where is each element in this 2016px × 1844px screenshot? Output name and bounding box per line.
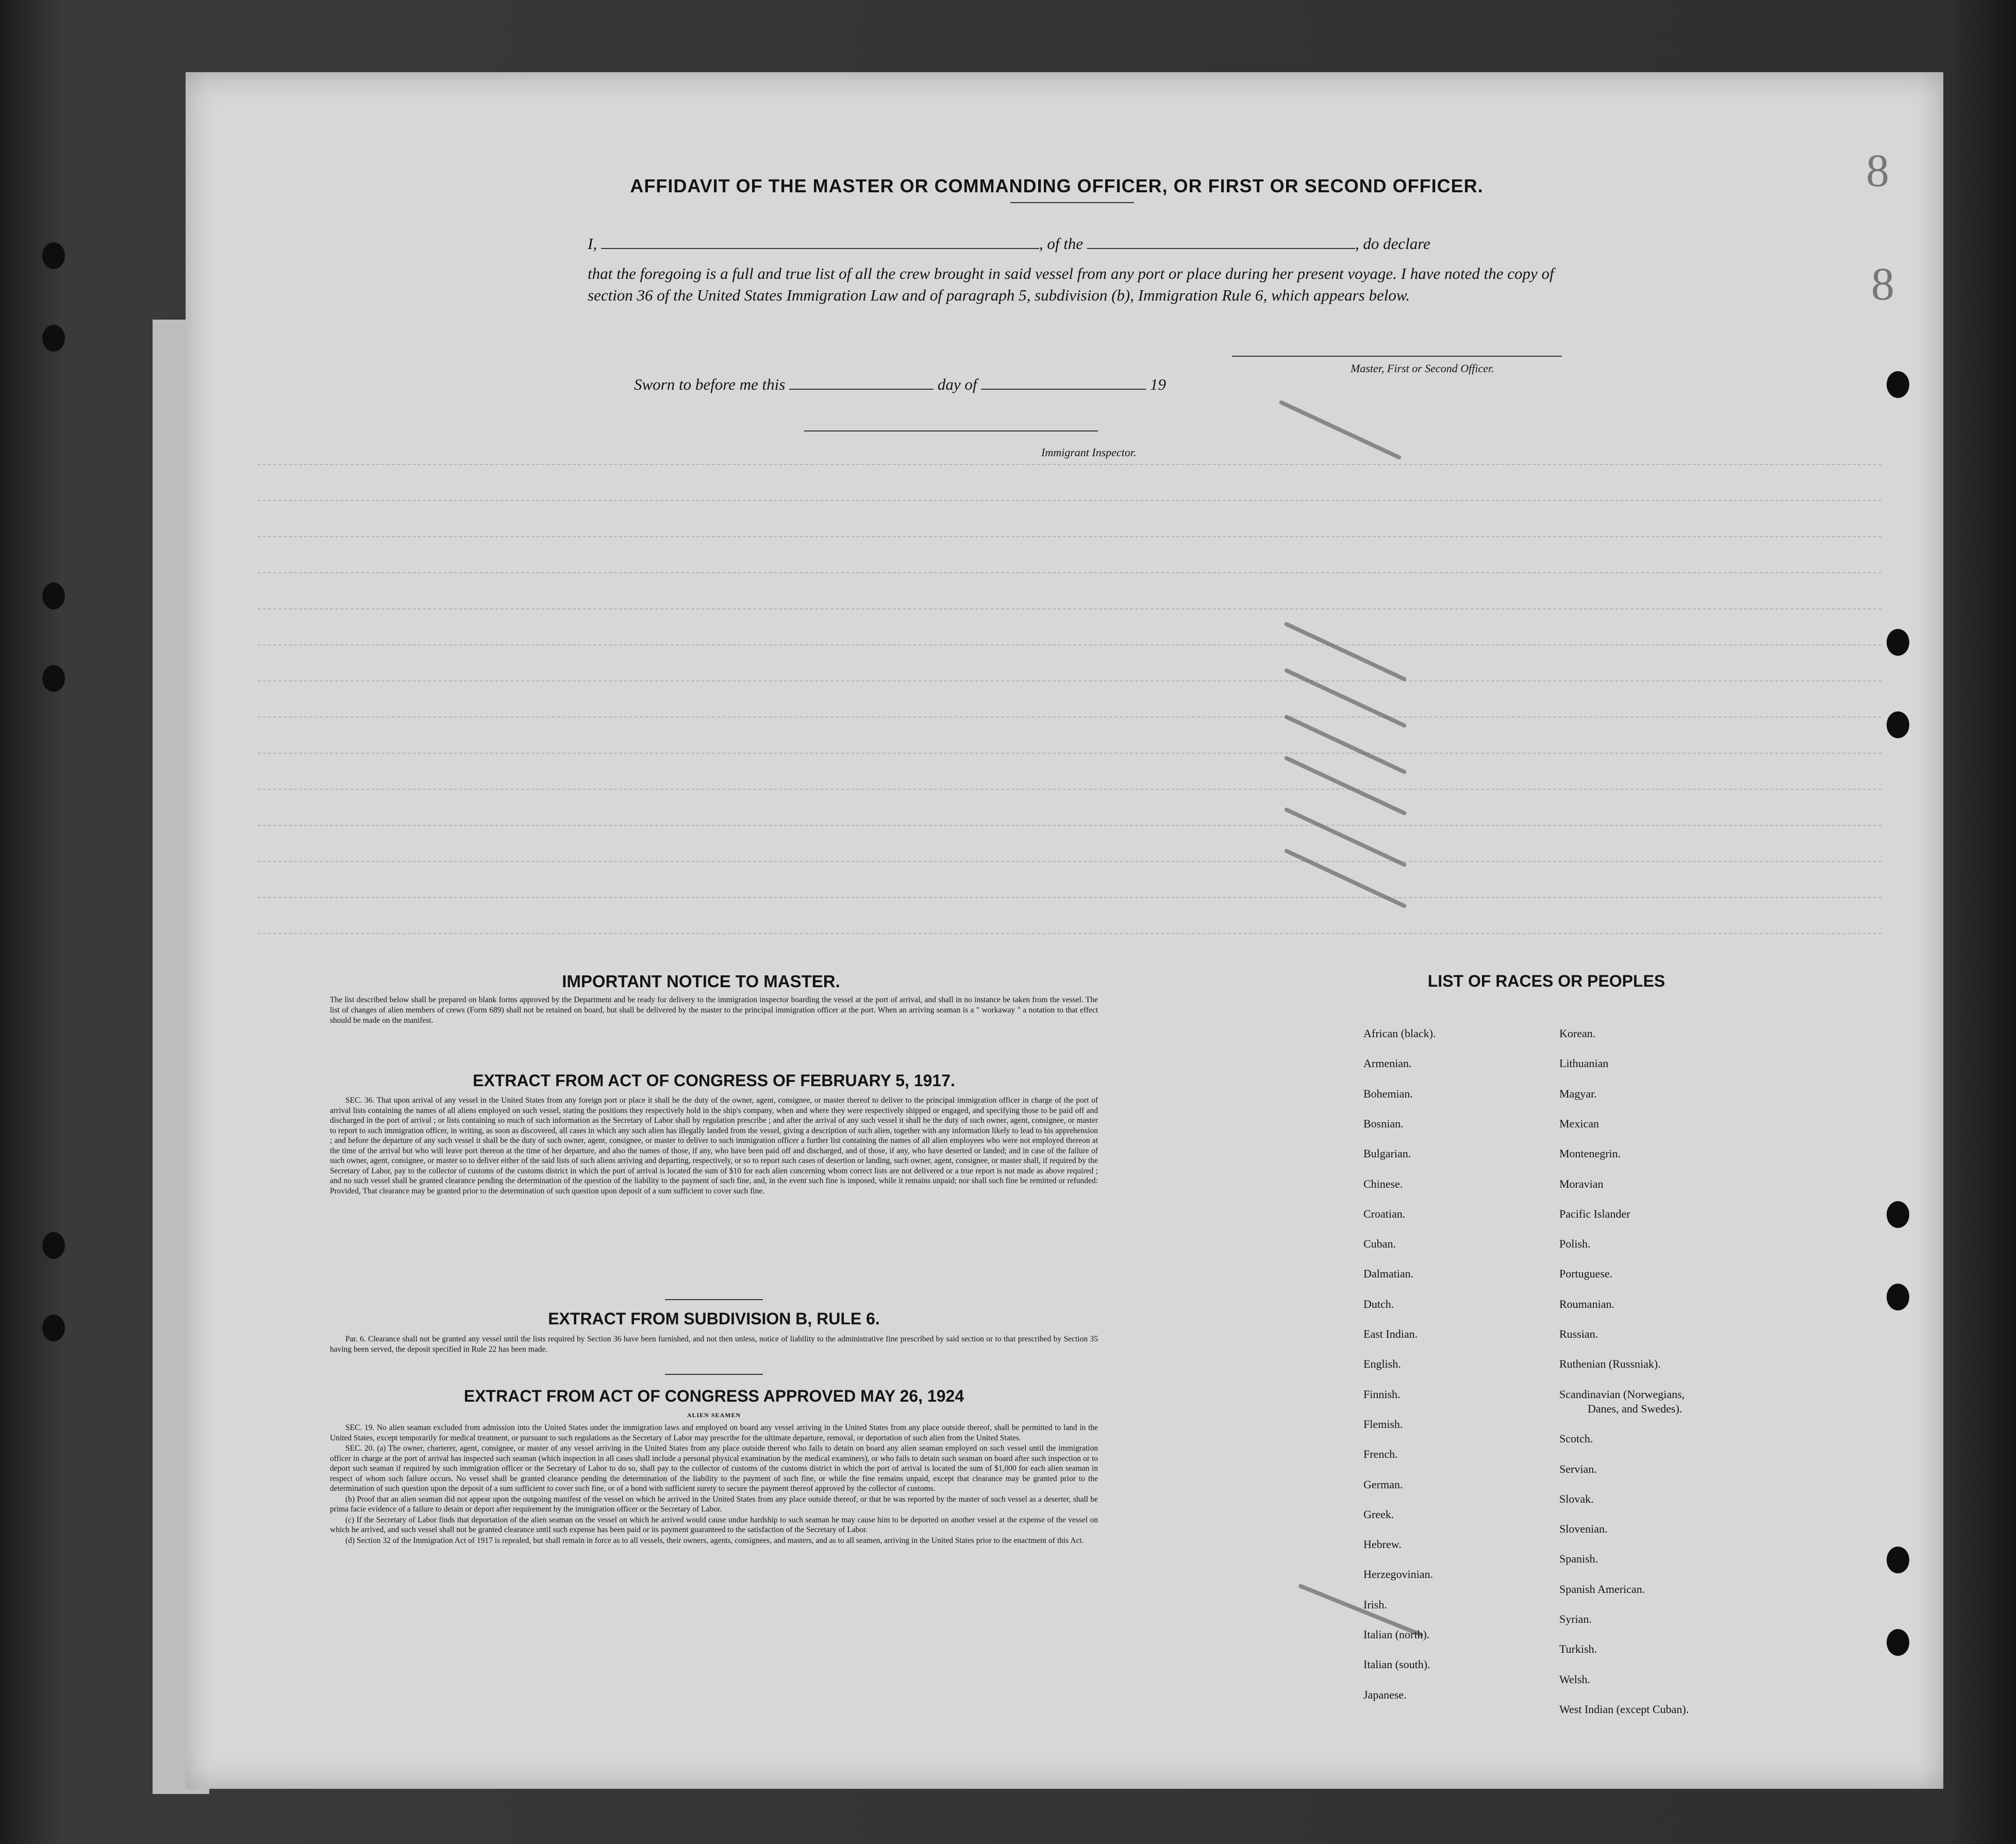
race-item: Bulgarian. [1363, 1147, 1411, 1160]
sworn-month-field[interactable] [981, 375, 1146, 390]
race-item: Portuguese. [1559, 1267, 1613, 1281]
race-item: Armenian. [1363, 1057, 1412, 1070]
alien-seamen-subhead: ALIEN SEAMEN [687, 1411, 741, 1419]
races-title: LIST OF RACES OR PEOPLES [1427, 972, 1665, 990]
race-item: Bohemian. [1363, 1087, 1413, 1100]
extract-1917-title: EXTRACT FROM ACT OF CONGRESS OF FEBRUARY 5, 1917. [473, 1071, 955, 1090]
punch-hole [1887, 1547, 1909, 1573]
sec-19-text: SEC. 19. No alien seaman excluded from admission into the United States under the immigration laws and employed on board any vessel arriving in the United States from any place outside thereof, shall be permitted to land in the United States, except temporarily for medical treatment, or pursuant to such regulations as the Secretary of Labor may prescribe for the ultimate departure, removal, or deportation of such alien from the United States. [330, 1423, 1098, 1442]
race-item: Servian. [1559, 1462, 1597, 1475]
race-item: Roumanian. [1559, 1297, 1614, 1310]
race-item: Pacific Islander [1559, 1207, 1630, 1220]
affidavit-paragraph: that the foregoing is a full and true list of all the crew brought in said vessel from any port or place during her present voyage. I have noted the copy of section 36 of the United States Immigration Law and of paragraph 5, subdivision (b), Immigration Rule 6, which appears below. [588, 264, 1554, 304]
bleed-through-row [258, 897, 1881, 913]
punch-hole [42, 325, 65, 352]
inspector-signature-field[interactable] [804, 430, 1098, 431]
section-36-text: SEC. 36. That upon arrival of any vessel in the United States from any foreign port or place it shall be the duty of the owner, agent, consignee, or master thereof to deliver to the principal immigration officer in charge of the port of arrival lists containing the names of all aliens employed on such vessel, stating the positions they respectively hold in the ship's company, when and where they were respectively shipped or engaged, and specifying those to be paid off and discharged in the port of arrival ; or lists containing so much of such information as the Secretary of Labor shall by regulation prescribe ; and after the arrival of any such vessel it shall be the duty of such owner, agent, consignee, or master to report to such immigration officer, in writing, as soon as discovered, all cases in which any such alien has illegally landed from the vessel, giving a description of such alien, together with any information likely to lead to his apprehension ; and before the departure of any such vessel it shall be the duty of such owner, agent, consignee, or master to deliver to such immigration officer a further list containing the names of all alien employees who were not employed thereon at the time of the arrival but who will leave port thereon at the time of her departure, and also the names of those, if any, who have been paid off and discharged, and of those, if any, who have deserted or landed; and in case of the failure of such owner, agent, consignee, or master so to deliver either of the said lists of such aliens arriving and departing, respectively, or so to report such cases of desertion or landing, such owner, agent, consignee, or master shall, if required by the Secretary of Labor, pay to the collector of customs of the customs district in which the port of arrival is located the sum of $10 for each alien concerning whom correct lists are not delivered or a true report is not made as above required ; and no such vessel shall be granted clearance pending the determination of the question of the liability to the payment of such fine, and, in the event such fine is imposed, while it remains unpaid; nor shall such fine be remitted or refunded: Provided, That clearance may be granted prior to the determination of such question upon deposit of a sum sufficient to cover such fine. [330, 1096, 1098, 1195]
race-item: Slovenian. [1559, 1522, 1608, 1536]
punch-hole [1887, 371, 1909, 398]
race-item: Turkish. [1559, 1642, 1597, 1656]
bleed-through-row [258, 933, 1881, 950]
do-declare-text: , do declare [1355, 235, 1430, 253]
race-item: Greek. [1363, 1507, 1394, 1521]
title-rule [1010, 202, 1134, 203]
bleed-through-row [258, 536, 1881, 553]
race-item: Montenegrin. [1559, 1147, 1621, 1160]
race-item: West Indian (except Cuban). [1559, 1702, 1689, 1716]
vessel-name-field[interactable] [1087, 235, 1355, 249]
race-item: African (black). [1363, 1027, 1436, 1040]
race-item: Lithuanian [1559, 1057, 1609, 1070]
punch-hole [42, 242, 65, 269]
punch-hole [42, 583, 65, 609]
sworn-day-of: day of [937, 375, 977, 393]
race-item: Ruthenian (Russniak). [1559, 1357, 1661, 1371]
extract-1924-title: EXTRACT FROM ACT OF CONGRESS APPROVED MAY 26, 1924 [463, 1387, 964, 1405]
punch-hole [42, 1232, 65, 1259]
declarant-prefix: I, [588, 235, 597, 253]
race-item: Korean. [1559, 1027, 1596, 1040]
race-item: Russian. [1559, 1327, 1598, 1340]
sec-20d-text: (d) Section 32 of the Immigration Act of 1917 is repealed, but shall remain in force as to all vessels, their owners, agents, consignees, and masters, and as to all seamen, arriving in the United States prior to the enactment of this Act. [345, 1536, 1084, 1545]
race-item: Italian (north). [1363, 1628, 1430, 1641]
race-item: Japanese. [1363, 1688, 1407, 1701]
race-item: German. [1363, 1477, 1403, 1491]
race-item: Bosnian. [1363, 1117, 1404, 1130]
sec-20c-text: (c) If the Secretary of Labor finds that deportation of the alien seaman on the vessel on which he arrived would cause undue hardship to such seaman he may cause him to be deported on another vessel at the expense of the vessel on which he arrived, and such vessel shall not be granted clearance until such expense has been paid or its payment guaranteed to the satisfaction of the Secretary of Labor. [330, 1515, 1098, 1534]
race-item: Croatian. [1363, 1207, 1406, 1220]
extract-1924-body [330, 1423, 1098, 1546]
bleed-through-row [258, 789, 1881, 805]
extract-1917-body [330, 1095, 1098, 1197]
handwritten-mark: 8 [1866, 145, 1889, 196]
punch-hole [1887, 629, 1909, 656]
sworn-day-field[interactable] [789, 375, 934, 390]
section-rule [665, 1374, 763, 1375]
race-item: Magyar. [1559, 1087, 1597, 1100]
race-item: Moravian [1559, 1177, 1604, 1190]
race-item: Scotch. [1559, 1432, 1593, 1446]
sworn-year: 19 [1149, 375, 1166, 393]
bleed-through-row [258, 680, 1881, 697]
race-item: Chinese. [1363, 1177, 1403, 1190]
bleed-through-row [258, 500, 1881, 517]
signature-field[interactable] [1232, 356, 1562, 357]
punch-hole [1887, 1201, 1909, 1228]
race-item: Mexican [1559, 1117, 1599, 1130]
race-item: Herzegovinian. [1363, 1568, 1433, 1581]
bleed-through-row [258, 644, 1881, 661]
bleed-through-row [258, 861, 1881, 877]
punch-hole [1887, 711, 1909, 738]
sec-20a-text: SEC. 20. (a) The owner, charterer, agent, consignee, or master of any vessel arriving in the United States from any place outside thereof who fails to detain on board any alien seaman employed on such vessel until the immigration officer in charge at the port of arrival has inspected such seaman (which inspection in all cases shall include a personal physical examination by the medical examiners), or who fails to detain such seaman on board after such inspection or to deport such seaman if required by such immigration officer or the Secretary of Labor to do so, shall pay to the collector of customs of the customs district in which the port of arrival is located the sum of $1,000 for each alien seaman in respect of whom such failure occurs. No vessel shall be granted clearance pending the determination of the liability to the payment of such fine, or while the fine remains unpaid, except that clearance may be granted prior to the determination of such question upon the deposit of a sum sufficient to cover such fine, or of a bond with sufficient surety to secure the payment thereof approved by the collector of customs. [330, 1444, 1098, 1493]
sec-20b-text: (b) Proof that an alien seaman did not appear upon the outgoing manifest of the vessel on which he arrived in the United States from any place outside thereof, or that he was reported by the master of such vessel as a deserter, shall be prima facie evidence of a failure to detain or deport after requirement by the immigration officer or the Secretary of Labor. [330, 1494, 1098, 1514]
race-item: Irish. [1363, 1598, 1387, 1611]
handwritten-mark: 8 [1871, 259, 1894, 310]
extract-rule6-title: EXTRACT FROM SUBDIVISION B, RULE 6. [548, 1309, 880, 1328]
race-item: Spanish. [1559, 1552, 1598, 1566]
race-item: East Indian. [1363, 1327, 1418, 1340]
punch-hole [42, 1315, 65, 1341]
bleed-through-row [258, 464, 1881, 480]
race-item: Danes, and Swedes). [1588, 1402, 1682, 1415]
race-item: French. [1363, 1448, 1398, 1461]
extract-rule6-body [330, 1334, 1098, 1355]
punch-hole [42, 665, 65, 692]
race-item: Dalmatian. [1363, 1267, 1414, 1281]
inspector-label: Immigrant Inspector. [1041, 446, 1137, 459]
par-6-text: Par. 6. Clearance shall not be granted any vessel until the lists required by Section 36 have been furnished, and not then unless, notice of liability to the administrative fine prescribed by said section or to that prescribed by Section 35 having been served, the deposit specified in Rule 22 has been made. [330, 1335, 1098, 1354]
notice-title: IMPORTANT NOTICE TO MASTER. [562, 972, 840, 991]
punch-hole [1887, 1629, 1909, 1656]
race-item: Spanish American. [1559, 1582, 1645, 1596]
race-item: Italian (south). [1363, 1658, 1430, 1671]
race-item: Finnish. [1363, 1387, 1401, 1401]
of-the-text: , of the [1039, 235, 1084, 253]
section-rule [665, 1299, 763, 1300]
race-item: Hebrew. [1363, 1538, 1402, 1551]
bleed-through-row [258, 825, 1881, 841]
race-item: Scandinavian (Norwegians, [1559, 1387, 1685, 1401]
signature-label: Master, First or Second Officer. [1351, 362, 1494, 375]
race-item: Polish. [1559, 1237, 1591, 1251]
punch-hole [1887, 1284, 1909, 1310]
race-item: Flemish. [1363, 1417, 1403, 1431]
declarant-name-field[interactable] [601, 235, 1039, 249]
bleed-through-row [258, 717, 1881, 733]
affidavit-title: AFFIDAVIT OF THE MASTER OR COMMANDING OFFICER, OR FIRST OR SECOND OFFICER. [630, 175, 1484, 196]
sworn-prefix: Sworn to before me this [634, 375, 786, 393]
race-item: Dutch. [1363, 1297, 1394, 1310]
race-item: English. [1363, 1357, 1401, 1371]
race-item: Slovak. [1559, 1492, 1594, 1505]
notice-body: The list described below shall be prepared on blank forms approved by the Department and be ready for delivery to the immigration inspector boarding the vessel at the port of arrival, and shall in no instance be taken from the vessel. The list of changes of alien members of crews (Form 689) shall not be retained on board, but shall be delivered by the master to the principal immigration officer at the port. When an arriving seaman is a " workaway " a notation to that effect should be made on the manifest. [330, 995, 1098, 1025]
race-item: Cuban. [1363, 1237, 1396, 1251]
bleed-through-row [258, 572, 1881, 589]
bleed-through-row [258, 608, 1881, 625]
race-item: Syrian. [1559, 1613, 1592, 1625]
race-item: Welsh. [1559, 1672, 1590, 1686]
sworn-line [634, 375, 1166, 394]
bleed-through-row [258, 753, 1881, 769]
affidavit-declaration-line [588, 235, 1430, 253]
